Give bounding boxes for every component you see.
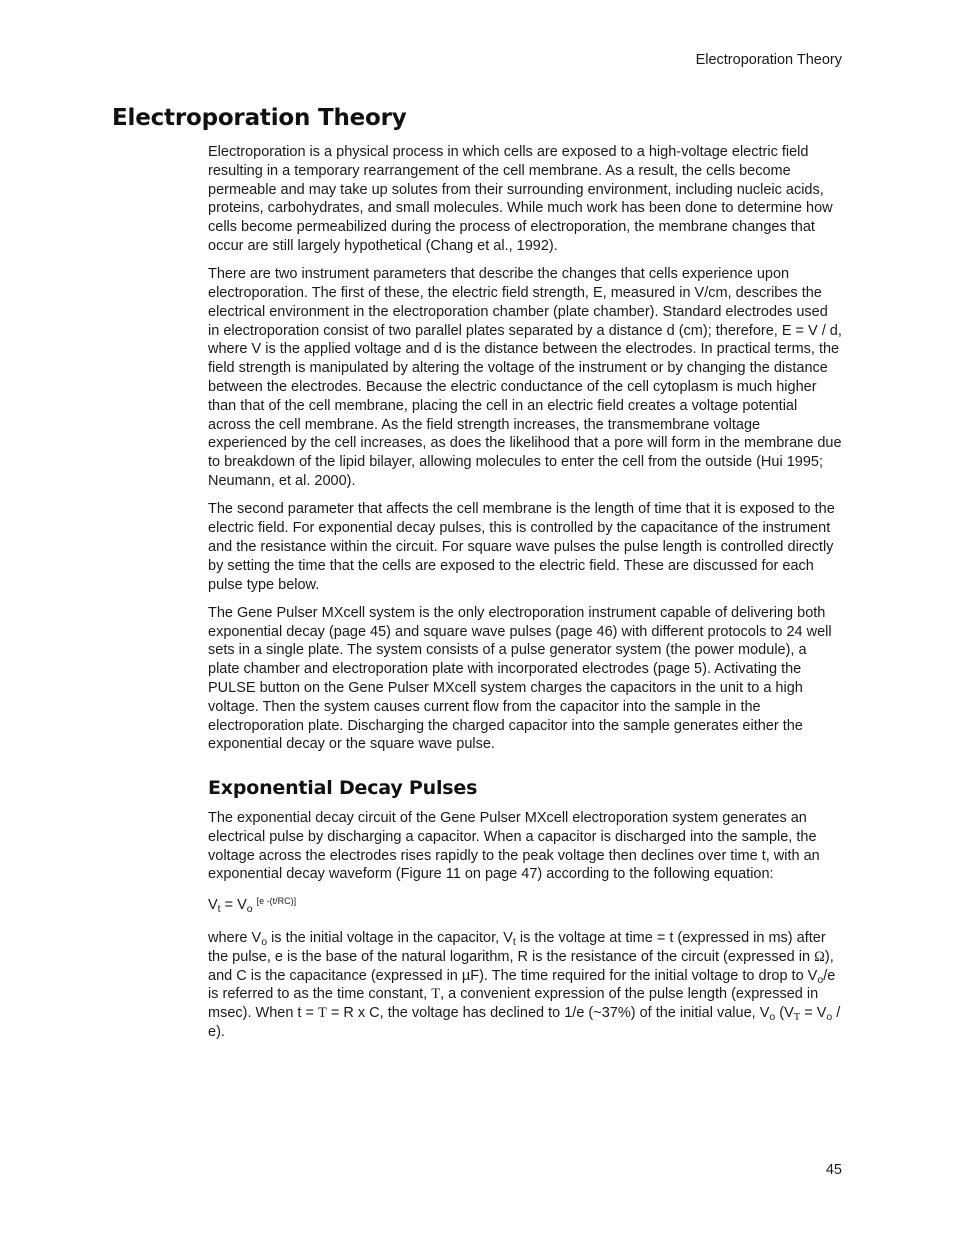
paragraph-exponential-intro: The exponential decay circuit of the Gene Pulser MXcell electroporation system generates an electrical pulse by discharging a capacitor. When a capacitor is discharged into the sample, the voltage across the electrodes rises rapidly to the peak voltage then declines over time t, with an exponential decay waveform (Figure 11 on page 47) according to the following equation: (208, 810, 820, 883)
main-content (208, 143, 842, 1051)
decay-equation (208, 896, 842, 915)
equation-lhs: V (208, 897, 218, 914)
ohm-symbol: Ω (814, 948, 825, 965)
tau-symbol: T (318, 1005, 327, 1022)
equation-exponent: [e -(t/RC)] (256, 896, 297, 907)
page-number: 45 (825, 1162, 842, 1178)
tau-symbol: T (431, 986, 441, 1003)
equation-equals: = V (220, 897, 247, 914)
tau-subscript: T (793, 1012, 801, 1024)
equation-lhs-subscript: t (217, 903, 221, 916)
paragraph-equation-explanation: where $V_o$ is the initial voltage in the capacitor, $V_t$ is the voltage at time = t (expressed in ms) after the pulse, e is the base of the natural logarithm, R is the resistance of the circuit (expressed in Ω), and C is the capacitance (expressed in µF). The time required for the initial voltage to drop to $V_o/e$ is referred to as the time constant, T, a convenient expression of the pulse length (expressed in msec). When t = T = R x C, the voltage has declined to 1/e (~37%) of the initial value, $V_o$ $(V_T = V_o / e)$. (208, 929, 841, 1040)
paragraph-field-strength: There are two instrument parameters that describe the changes that cells experience upon electroporation. The first of these, the electric field strength, E, measured in V/cm, describes the electrical environment in the electroporation chamber (plate chamber). Standard electrodes used in electroporation consist of two parallel plates separated by a distance d (cm); therefore, E = V / d, where V is the applied voltage and d is the distance between the electrodes. In practical terms, the field strength is manipulated by altering the voltage of the instrument or by changing the distance between the electrodes. Because the electric conductance of the cell cytoplasm is much higher than that of the cell membrane, placing the cell in an electric field creates a voltage potential across the cell membrane. As the field strength increases, the transmembrane voltage experienced by the cell increases, as does the likelihood that a pore will form in the membrane due to breakdown of the lipid bilayer, allowing molecules to enter the cell from the outside (Hui 1995; Neumann, et al. 2000). (208, 266, 842, 490)
running-header: Electroporation Theory (695, 52, 842, 68)
section-title: Exponential Decay Pulses (208, 777, 478, 800)
page-title: Electroporation Theory (112, 105, 407, 131)
paragraph-intro: Electroporation is a physical process in which cells are exposed to a high-voltage electric field resulting in a temporary rearrangement of the cell membrane. As a result, the cells become permeable and may take up solutes from their surrounding environment, including nucleic acids, proteins, carbohydrates, and small molecules. While much work has been done to determine how cells become permeabilized during the process of electroporation, the membrane changes that occur are still largely hypothetical (Chang et al., 1992). (208, 144, 833, 254)
equation-rhs-subscript: o (246, 903, 253, 916)
paragraph-mxcell-system: The Gene Pulser MXcell system is the only electroporation instrument capable of delivering both exponential decay (page 45) and square wave pulses (page 46) with different protocols to 24 well sets in a single plate. The system consists of a pulse generator system (the power module), a plate chamber and electroporation plate with incorporated electrodes (page 5). Activating the PULSE button on the Gene Pulser MXcell system charges the capacitors in the unit to a high voltage. Then the system causes current flow from the capacitor into the sample in the electroporation plate. Discharging the charged capacitor into the sample generates either the exponential decay or the square wave pulse. (208, 604, 832, 753)
paragraph-pulse-length: The second parameter that affects the cell membrane is the length of time that it is exposed to the electric field. For exponential decay pulses, this is controlled by the capacitance of the instrument and the resistance within the circuit. For square wave pulses the pulse length is controlled directly by setting the time that the cells are exposed to the electric field. These are discussed for each pulse type below. (208, 501, 835, 593)
